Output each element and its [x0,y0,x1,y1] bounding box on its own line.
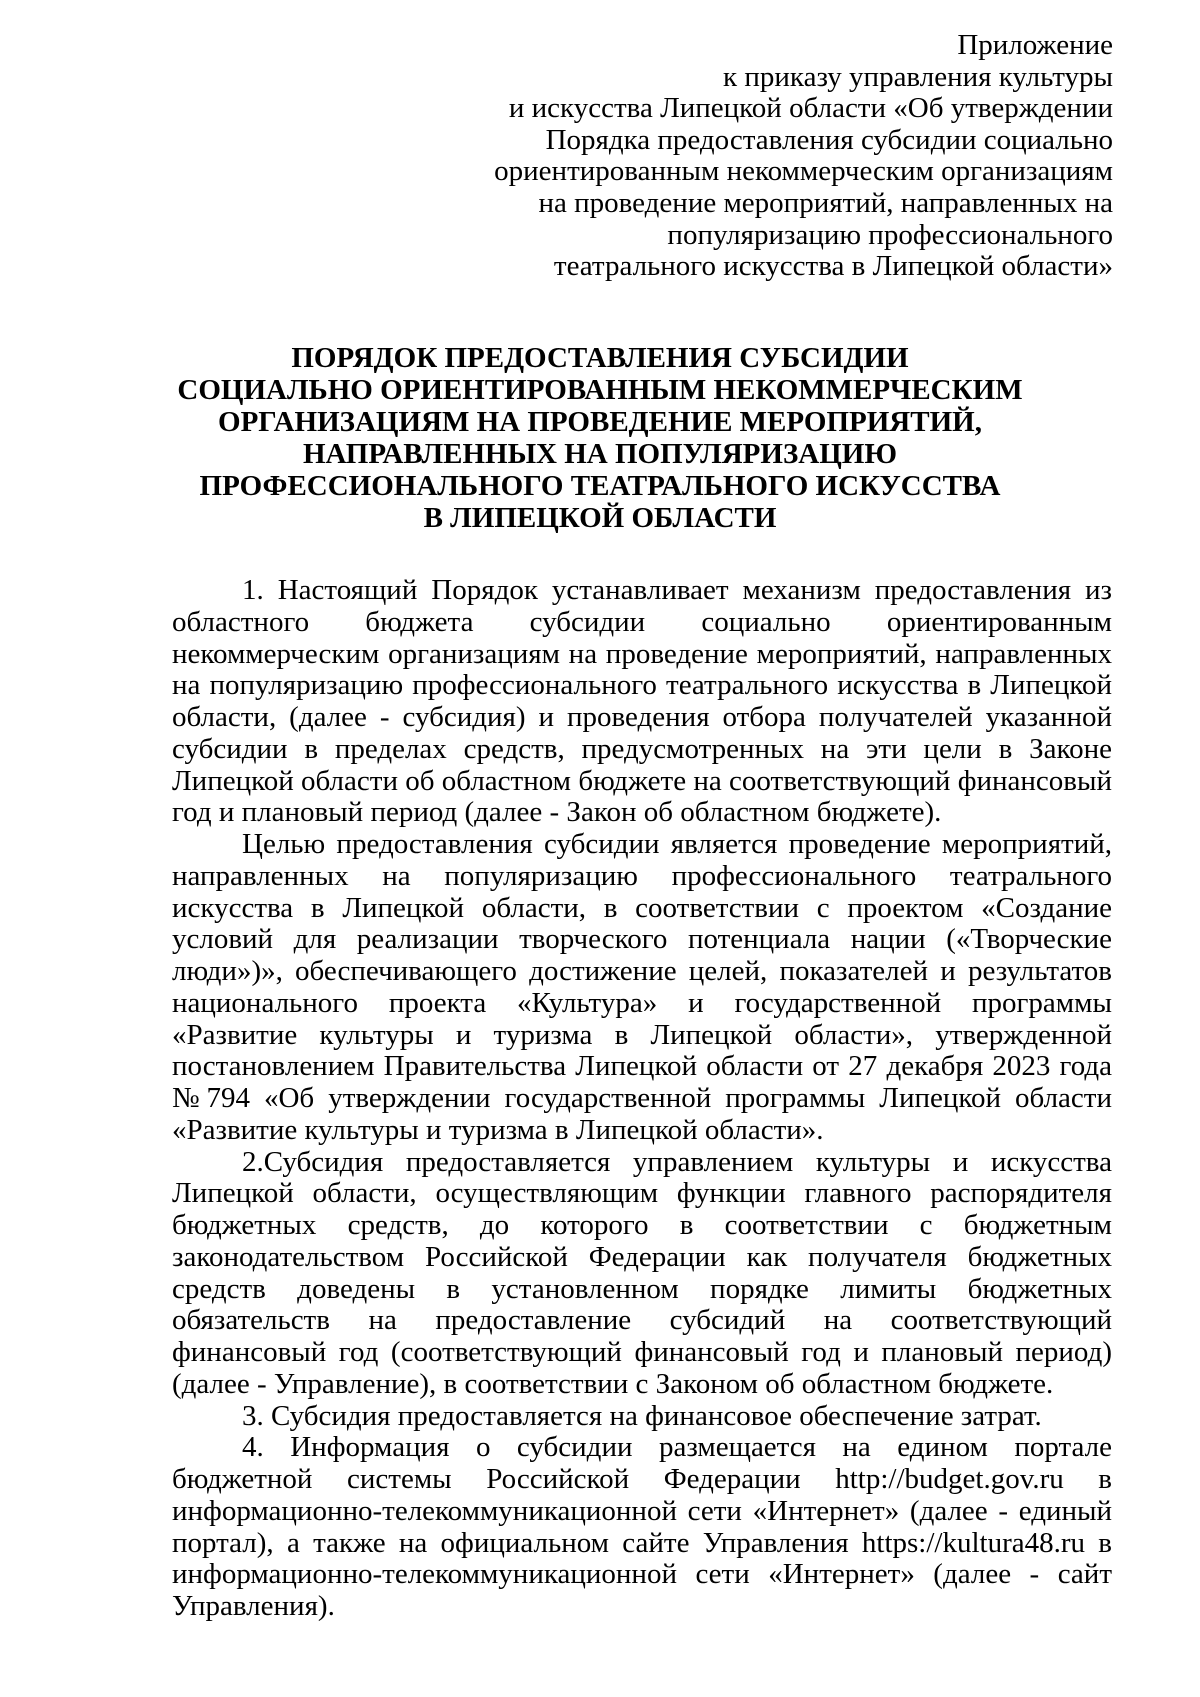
appendix-header-line: на проведение мероприятий, направленных на [538,186,1113,219]
body-paragraph-2: 2.Субсидия предоставляется управлением культуры и искусства Липецкой области, осуществляющим функции главного распорядителя бюджетных средств, до которого в соответствии с бюджетным законодательством Российской Федерации как получателя бюджетных средств доведены в установленном порядке лимиты бюджетных обязательств на предоставление субсидий на соответствующий финансовый год (соответствующий финансовый год и плановый период) (далее - Управление), в соответствии с Законом об областном бюджете. [172,1145,1112,1400]
appendix-header-line: театрального искусства в Липецкой области» [553,250,1113,283]
document-title-line: В ЛИПЕЦКОЙ ОБЛАСТИ [423,502,777,534]
appendix-header-line: и искусства Липецкой области «Об утверждении [508,92,1113,125]
document-title-line: СОЦИАЛЬНО ОРИЕНТИРОВАННЫМ НЕКОММЕРЧЕСКИМ [177,374,1023,406]
document-title-line: НАПРАВЛЕННЫХ НА ПОПУЛЯРИЗАЦИЮ [303,438,897,470]
appendix-header-line: Приложение [957,29,1113,61]
document-title-line: ПРОФЕССИОНАЛЬНОГО ТЕАТРАЛЬНОГО ИСКУССТВА [199,470,1001,502]
appendix-header [450,30,1113,283]
appendix-header-line: популяризацию профессионального [667,218,1113,251]
body-paragraph-purpose: Целью предоставления субсидии является проведение мероприятий, направленных на популяризацию профессионального театрального искусства в Липецкой области, в соответствии с проектом «Создание условий для реализации творческого потенциала нации («Творческие люди»)», обеспечивающего достижение целей, показателей и результатов национального проекта «Культура» и государственной программы «Развитие культуры и туризма в Липецкой области», утвержденной постановлением Правительства Липецкой области от 27 декабря 2023 года №794 «Об утверждении государственной программы Липецкой области «Развитие культуры и туризма в Липецкой области». [172,828,1112,1146]
document-title-line: ПОРЯДОК ПРЕДОСТАВЛЕНИЯ СУБСИДИИ [291,342,909,374]
appendix-header-line: к приказу управления культуры [723,60,1113,93]
document-body [172,575,1112,1623]
body-paragraph-3: 3. Субсидия предоставляется на финансовое обеспечение затрат. [242,1399,1042,1432]
body-paragraph-4: 4. Информация о субсидии размещается на едином портале бюджетной системы Российской Федерации http://budget.gov.ru в информационно-телекоммуникационной сети «Интернет» (далее - единый портал), а также на официальном сайте Управления https://kultura48.ru в информационно-телекоммуникационной сети «Интернет» (далее - сайт Управления). [172,1431,1112,1622]
document-title-line: ОРГАНИЗАЦИЯМ НА ПРОВЕДЕНИЕ МЕРОПРИЯТИЙ, [218,406,982,438]
document-title [160,342,1040,534]
appendix-header-line: ориентированным некоммерческим организациям [494,155,1113,188]
body-paragraph-1: 1. Настоящий Порядок устанавливает механизм предоставления из областного бюджета субсидии социально ориентированным некоммерческим организациям на проведение мероприятий, направленных на популяризацию профессионального театрального искусства в Липецкой области, (далее - субсидия) и проведения отбора получателей указанной субсидии в пределах средств, предусмотренных на эти цели в Законе Липецкой области об областном бюджете на соответствующий финансовый год и плановый период (далее - Закон об областном бюджете). [172,574,1112,829]
appendix-header-line: Порядка предоставления субсидии социально [545,123,1113,156]
